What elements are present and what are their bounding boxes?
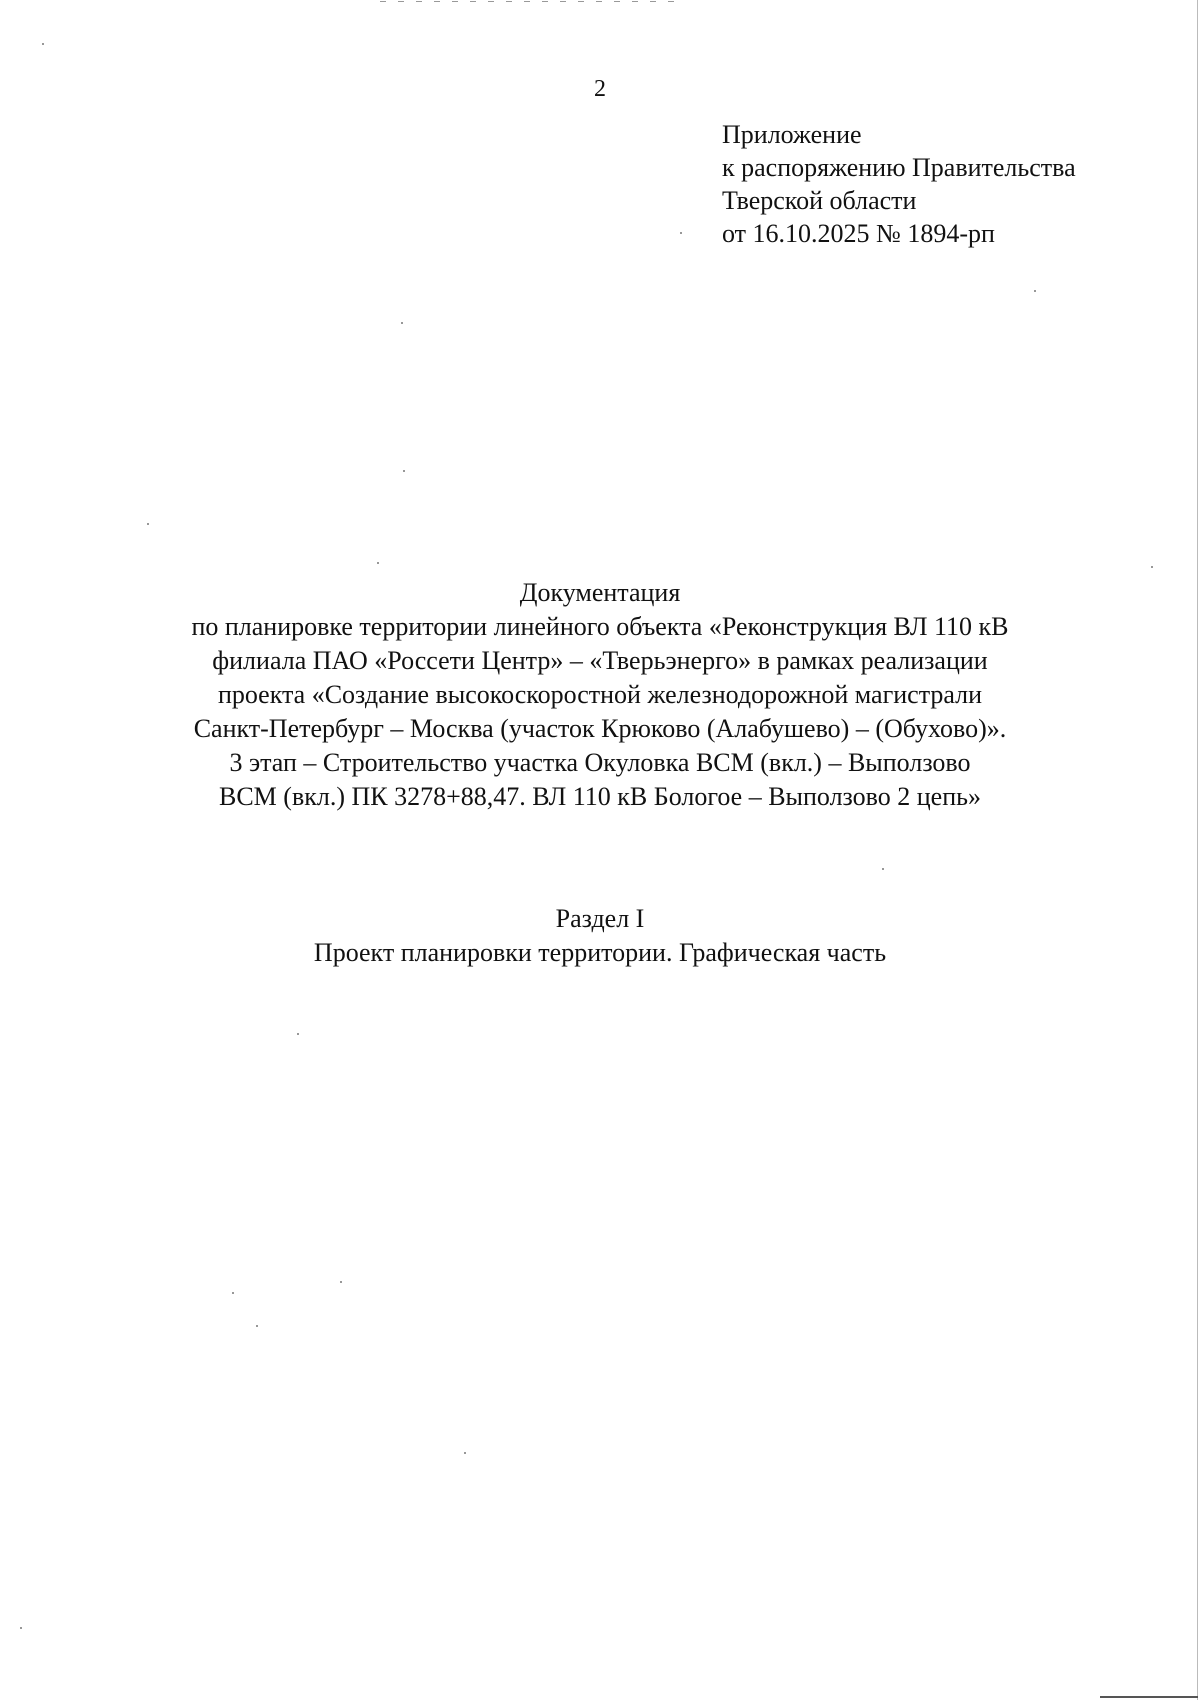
document-title-block bbox=[100, 576, 1100, 814]
title-line: филиала ПАО «Россети Центр» – «Тверьэнерго» в рамках реализации bbox=[212, 646, 988, 675]
section-heading-block bbox=[100, 902, 1100, 970]
section-label: Раздел I bbox=[555, 904, 645, 933]
scan-edge-top-artifact bbox=[380, 1, 680, 2]
annex-line-appendix: Приложение bbox=[722, 120, 862, 149]
scan-speck bbox=[42, 43, 44, 45]
scan-speck bbox=[377, 562, 379, 564]
scan-speck bbox=[1034, 290, 1036, 292]
scan-speck bbox=[1151, 566, 1153, 568]
scan-speck bbox=[20, 1627, 22, 1629]
title-line: проекта «Создание высокоскоростной железнодорожной магистрали bbox=[217, 680, 983, 709]
title-line: ВСМ (вкл.) ПК 3278+88,47. ВЛ 110 кВ Бологое – Выползово 2 цепь» bbox=[218, 782, 981, 811]
title-line: 3 этап – Строительство участка Окуловка ВСМ (вкл.) – Выползово bbox=[229, 748, 971, 777]
scan-speck bbox=[680, 232, 682, 234]
scan-speck bbox=[882, 868, 884, 870]
annex-header bbox=[722, 118, 1162, 250]
annex-line-region: Тверской области bbox=[722, 186, 917, 215]
scan-speck bbox=[232, 1292, 234, 1294]
scan-edge-bottom-artifact bbox=[1100, 1696, 1198, 1698]
annex-line-date-number: от 16.10.2025 № 1894-рп bbox=[722, 219, 995, 248]
section-subtitle: Проект планировки территории. Графическая часть bbox=[313, 938, 887, 967]
title-line: по планировке территории линейного объекта «Реконструкция ВЛ 110 кВ bbox=[191, 612, 1009, 641]
title-line: Санкт-Петербург – Москва (участок Крюково (Алабушево) – (Обухово)». bbox=[193, 714, 1007, 743]
scan-speck bbox=[403, 470, 405, 472]
scan-speck bbox=[147, 523, 149, 525]
scan-speck bbox=[256, 1325, 258, 1327]
page-number: 2 bbox=[594, 76, 606, 102]
document-heading: Документация bbox=[519, 578, 681, 607]
annex-line-order: к распоряжению Правительства bbox=[722, 153, 1076, 182]
scan-speck bbox=[340, 1281, 342, 1283]
scan-speck bbox=[401, 322, 403, 324]
scan-speck bbox=[464, 1452, 466, 1454]
scan-speck bbox=[297, 1033, 299, 1035]
scan-edge-right-artifact bbox=[1197, 0, 1198, 1700]
